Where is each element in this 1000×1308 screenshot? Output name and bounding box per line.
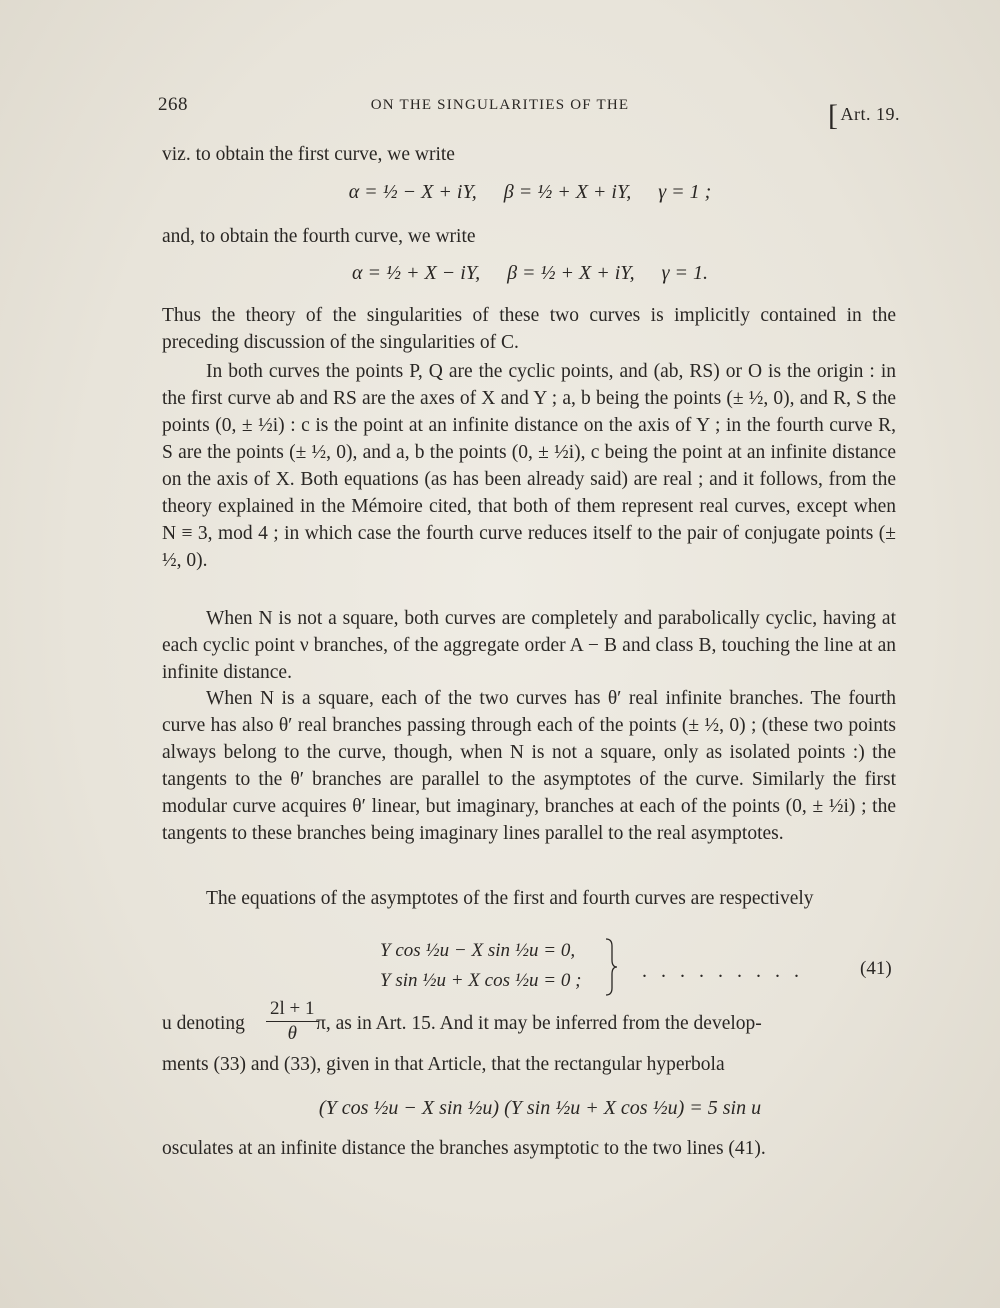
equation-label: (41) bbox=[860, 958, 892, 979]
equation-term: α = ½ − X + iY, bbox=[348, 181, 477, 203]
equation-first-curve bbox=[30, 181, 1000, 204]
fraction-denominator: θ bbox=[287, 1023, 297, 1044]
equation-row: Y sin ½u + X cos ½u = 0 ; bbox=[380, 970, 582, 991]
paragraph: When N is a square, each of the two curves has θ′ real infinite branches. The fourth curve has also θ′ real branches passing through each of the points (± ½, 0) ; (these two points always belong to the curve, though, when N is not a square, only as isolated points :) the tangents to the θ′ branches are parallel to the asymptotes of the curve. Similarly the first modular curve acquires θ′ linear, but imaginary, branches at each of the points (0, ± ½i) ; the tangents to these branches being imaginary lines parallel to the real asymptotes. bbox=[162, 688, 896, 844]
equation-term: β = ½ + X + iY, bbox=[503, 181, 632, 203]
fraction-numerator: 2l + 1 bbox=[266, 997, 319, 1022]
text-line: and, to obtain the fourth curve, we write bbox=[162, 226, 476, 247]
equation-term: α = ½ + X − iY, bbox=[352, 262, 481, 284]
paragraph: Thus the theory of the singularities of these two curves is implicitly contained in the preceding discussion of the singularities of C. bbox=[162, 305, 896, 353]
text-line: osculates at an infinite distance the branches asymptotic to the two lines (41). bbox=[162, 1138, 766, 1159]
text-line: viz. to obtain the first curve, we write bbox=[162, 144, 455, 165]
paragraph: When N is not a square, both curves are completely and parabolically cyclic, having at each cyclic point ν branches, of the aggregate order A − B and class B, touching the line at an infinite distance. bbox=[162, 608, 896, 683]
equation-term: γ = 1 ; bbox=[658, 181, 712, 203]
right-brace-icon bbox=[604, 938, 618, 996]
equation-term: β = ½ + X + iY, bbox=[507, 262, 635, 284]
article-reference: [ Art. 19. bbox=[828, 99, 900, 132]
udenote-prefix: u denoting bbox=[162, 1013, 245, 1034]
article-reference-text: Art. 19. bbox=[840, 104, 900, 124]
equation-term: γ = 1. bbox=[661, 262, 708, 284]
page-number: 268 bbox=[158, 94, 188, 115]
paragraph: In both curves the points P, Q are the cyclic points, and (ab, RS) or O is the origin : in the first curve ab and RS are the axes of X and Y ; a, b being the points (± ½, 0), and R, S the points (0, ± ½i) : c is the point at an infinite distance on the axis of Y ; in the fourth curve R, S are the points (± ½, 0), and a, b the points (0, ± ½i), c being the point at an infinite distance on the axis of X. Both equations (as has been already said) are real ; and it follows, from the theory explained in the Mémoire cited, that both of them represent real curves, except when N ≡ 3, mod 4 ; in which case the fourth curve reduces itself to the pair of conjugate points (± ½, 0). bbox=[162, 361, 896, 571]
equation-fourth-curve bbox=[30, 262, 1000, 285]
leader-dots: ......... bbox=[642, 960, 813, 982]
running-title: ON THE SINGULARITIES OF THE bbox=[370, 97, 630, 113]
text-line: ments (33) and (33), given in that Article, that the rectangular hyperbola bbox=[162, 1054, 725, 1075]
equation-hyperbola: (Y cos ½u − X sin ½u) (Y sin ½u + X cos ½u) = 5 sin u bbox=[318, 1097, 762, 1119]
equation-row: Y cos ½u − X sin ½u = 0, bbox=[380, 940, 576, 961]
asymptote-equations bbox=[380, 936, 581, 996]
paragraph: The equations of the asymptotes of the first and fourth curves are respectively bbox=[206, 888, 814, 909]
fraction bbox=[266, 997, 319, 1046]
udenote-suffix: π, as in Art. 15. And it may be inferred from the develop- bbox=[316, 1013, 762, 1034]
